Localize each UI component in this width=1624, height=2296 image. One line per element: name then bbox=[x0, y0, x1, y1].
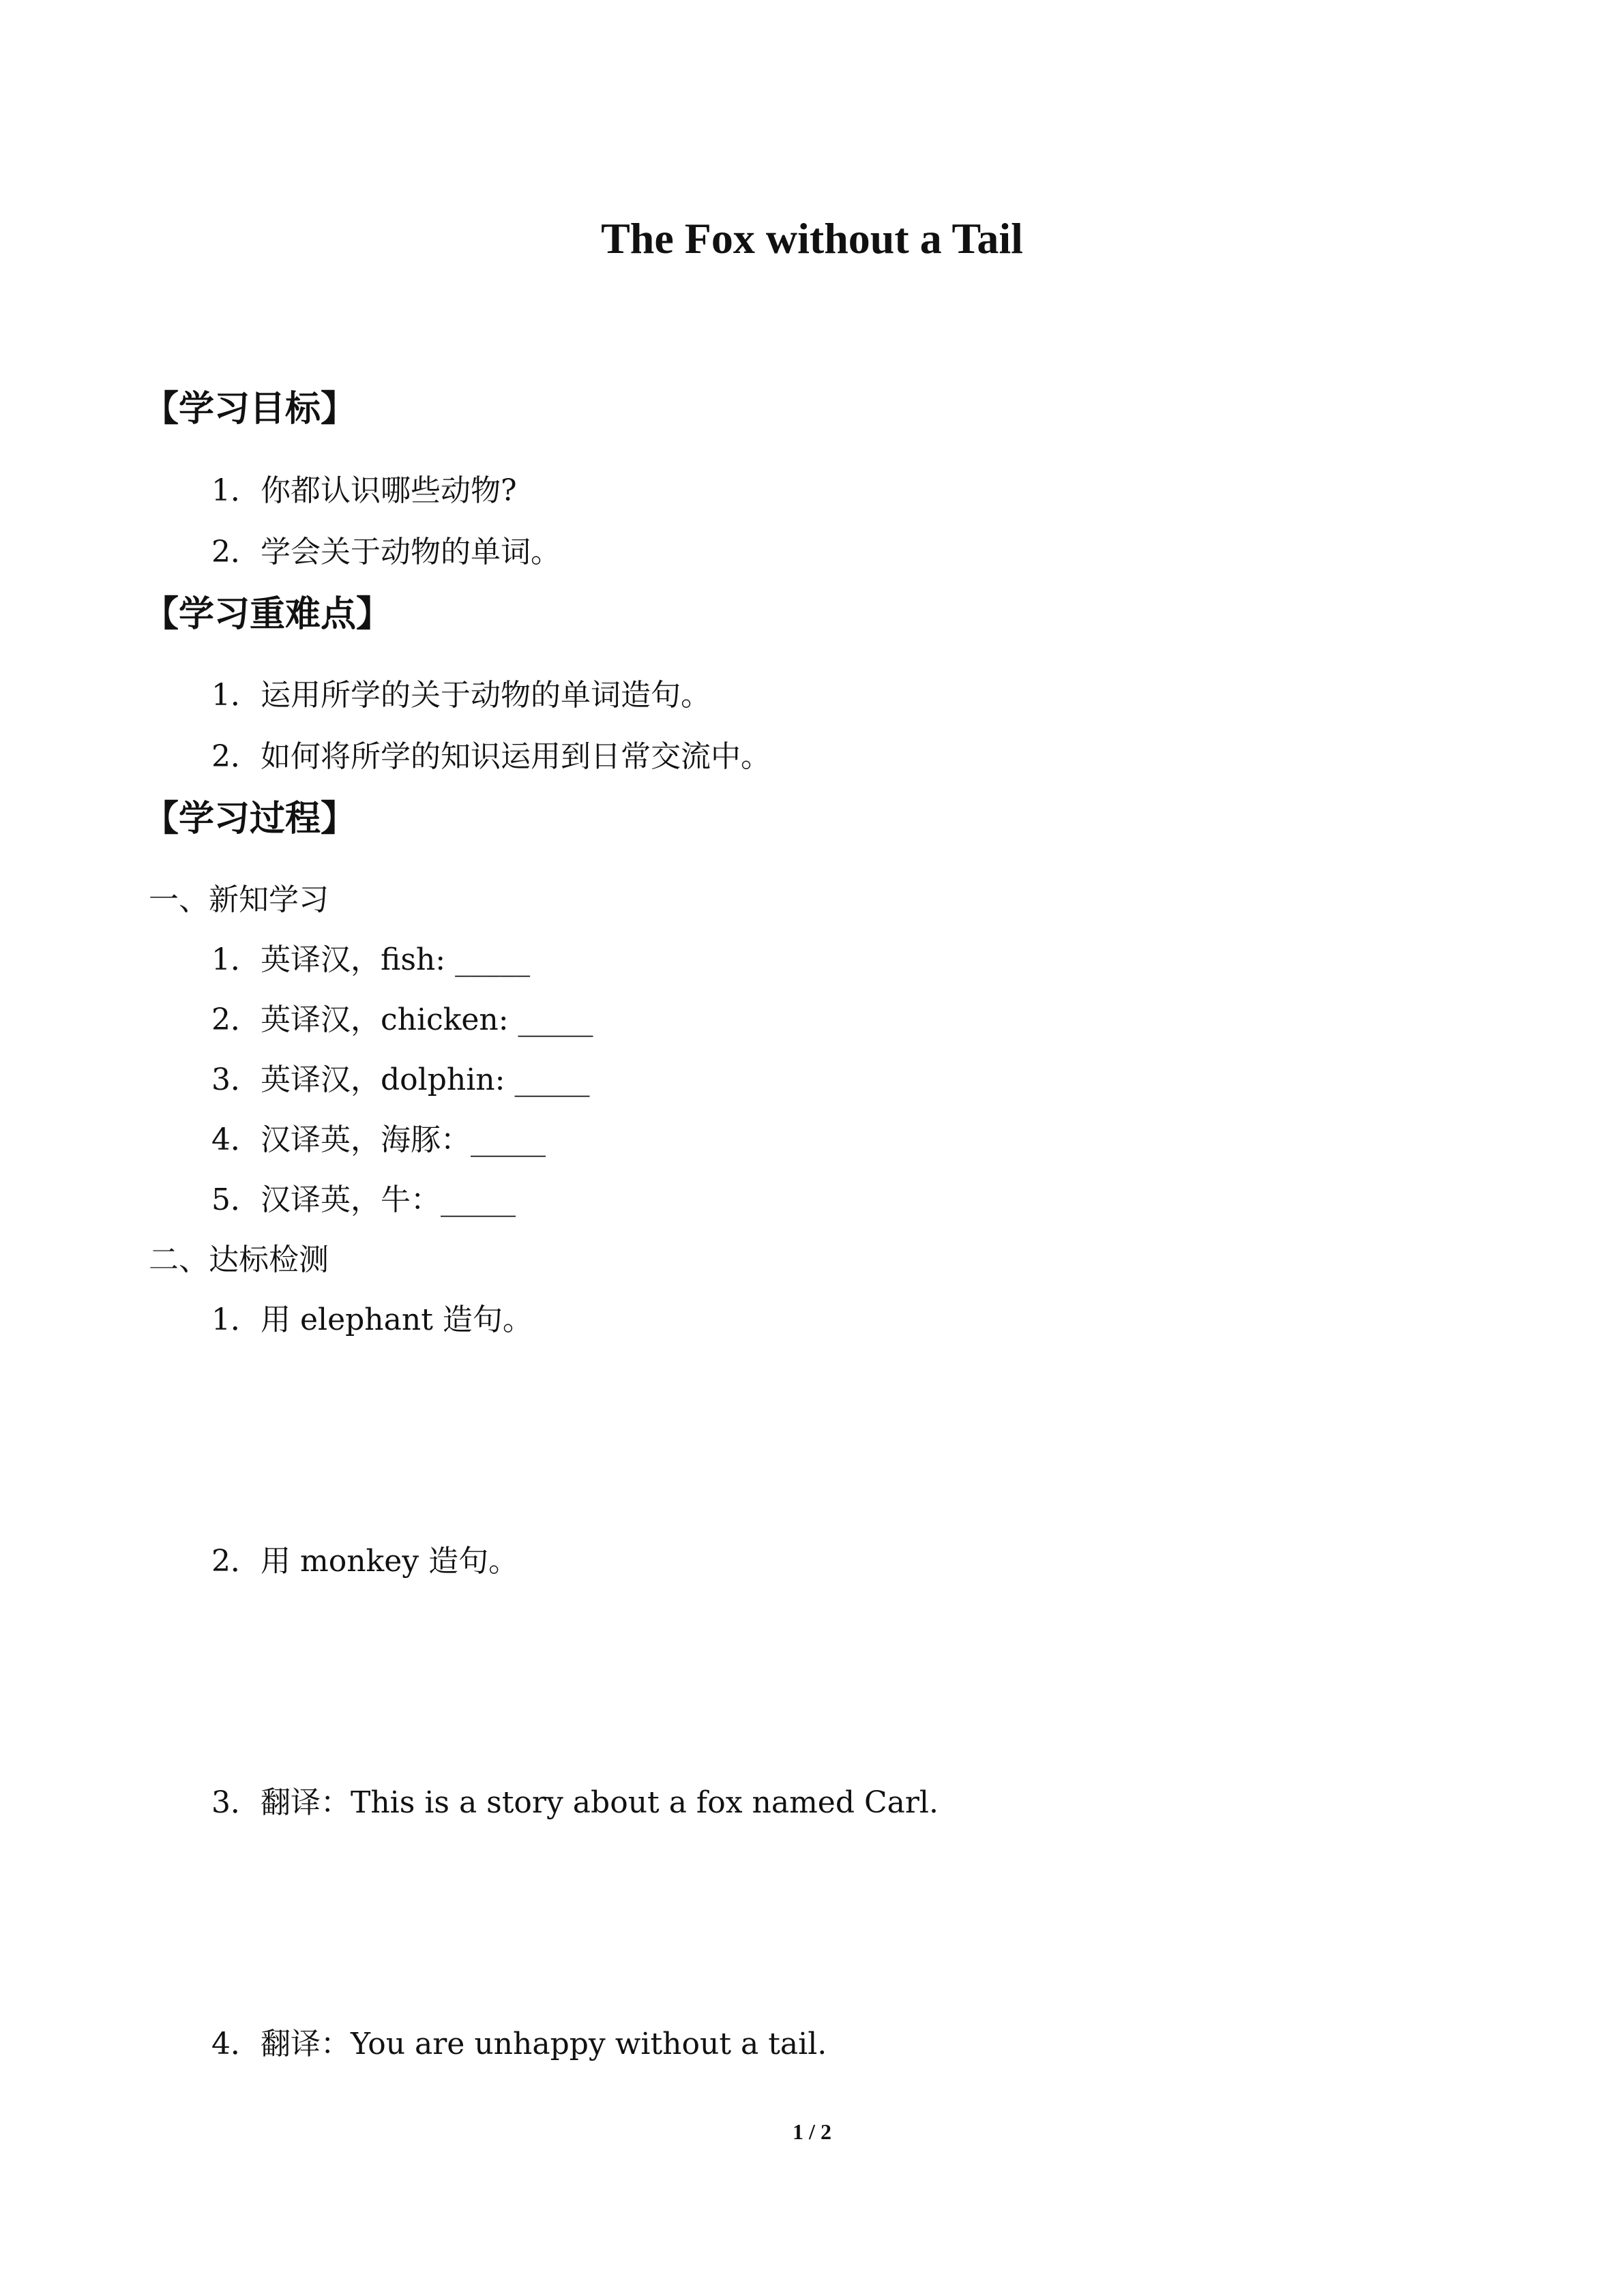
assessment-item-1: 1．用 elephant 造句。 bbox=[211, 1302, 533, 1337]
section-heading-objectives: 【学习目标】 bbox=[143, 389, 357, 430]
key-point-item-2: 2．如何将所学的知识运用到日常交流中。 bbox=[211, 739, 771, 774]
exercise-item-1: 1．英译汉，fish: _____ bbox=[211, 942, 531, 977]
assessment-item-3: 3．翻译：This is a story about a fox named Carl. bbox=[211, 1785, 939, 1820]
exercise-item-2: 2．英译汉，chicken: _____ bbox=[211, 1002, 593, 1037]
exercise-item-5: 5．汉译英，牛：_____ bbox=[211, 1182, 516, 1217]
objective-item-1: 1．你都认识哪些动物? bbox=[211, 473, 517, 508]
part-heading-assessment: 二、达标检测 bbox=[149, 1242, 329, 1277]
assessment-item-4: 4．翻译：You are unhappy without a tail. bbox=[211, 2027, 827, 2061]
section-heading-process: 【学习过程】 bbox=[143, 799, 357, 839]
objective-item-2: 2．学会关于动物的单词。 bbox=[211, 535, 561, 569]
exercise-item-3: 3．英译汉，dolphin: _____ bbox=[211, 1062, 590, 1097]
section-heading-key-points: 【学习重难点】 bbox=[143, 594, 392, 635]
page-number: 1 / 2 bbox=[793, 2119, 831, 2144]
assessment-item-2: 2．用 monkey 造句。 bbox=[211, 1544, 519, 1579]
key-point-item-1: 1．运用所学的关于动物的单词造句。 bbox=[211, 678, 711, 713]
page-title: The Fox without a Tail bbox=[601, 214, 1023, 263]
part-heading-new-knowledge: 一、新知学习 bbox=[149, 882, 329, 917]
exercise-item-4: 4．汉译英，海豚：_____ bbox=[211, 1122, 546, 1157]
